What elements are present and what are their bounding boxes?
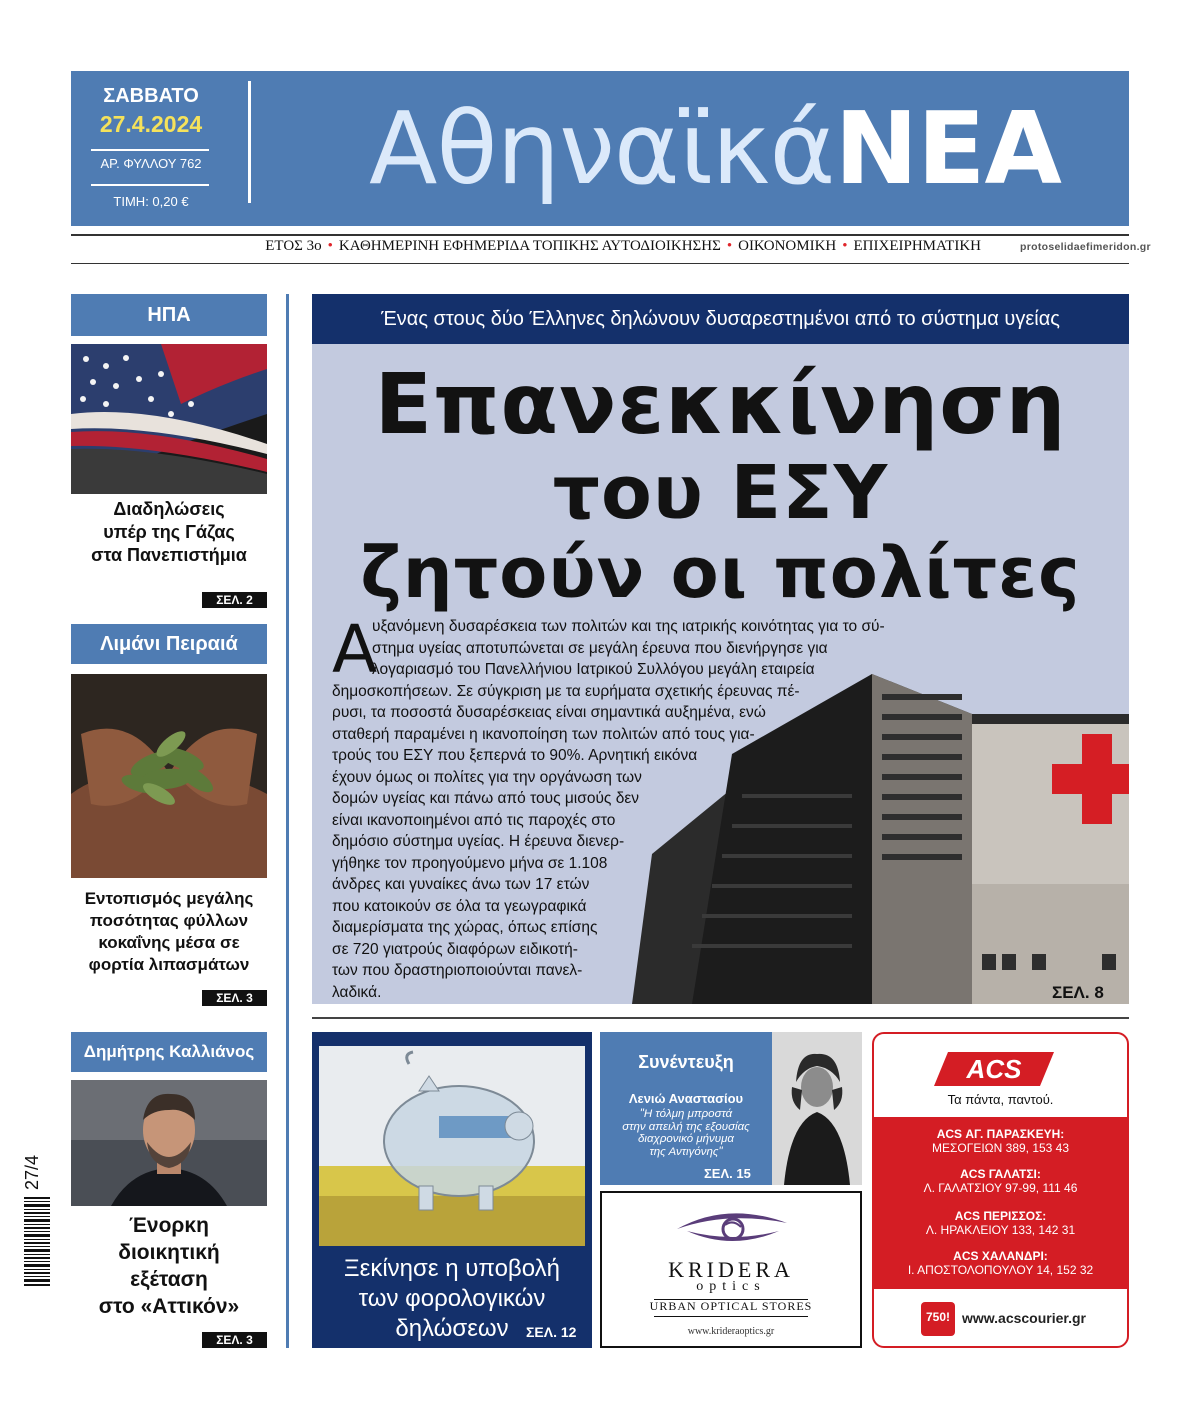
kridera-url[interactable]: www.kriderаoptics.gr bbox=[687, 1326, 775, 1337]
acs-badge: 750! bbox=[921, 1302, 955, 1336]
issue-info bbox=[71, 71, 231, 226]
headline-line: ζητούν οι πολίτες bbox=[360, 532, 1081, 614]
page-ref[interactable]: ΣΕΛ. 8 bbox=[1052, 983, 1104, 1002]
body-line: που κατοικούν σε όλα τα γεωγραφικά bbox=[332, 897, 587, 915]
divider bbox=[654, 1316, 808, 1317]
portrait-image[interactable] bbox=[71, 1080, 267, 1206]
quote-line: "Η τόλμη μπροστά bbox=[639, 1108, 733, 1120]
store-address: Ι. ΑΠΟΣΤΟΛΟΠΟΥΛΟΥ 14, 152 32 bbox=[907, 1263, 1094, 1277]
quote-line: της Αντιγόνης" bbox=[649, 1145, 723, 1158]
body-line: δομών υγείας και πάνω από τους μισούς δεν bbox=[332, 790, 639, 807]
tagline-year: ΕΤΟΣ 3ο bbox=[265, 238, 322, 254]
interview-title: Συνέντευξη bbox=[638, 1052, 734, 1072]
story-kallianos[interactable] bbox=[71, 1212, 267, 1320]
body-line: έχουν όμως οι πολίτες για την οργάνωση των bbox=[332, 768, 642, 786]
acs-url[interactable]: www.acscourier.gr bbox=[962, 1310, 1086, 1326]
acs-store-list bbox=[874, 1117, 1127, 1289]
store-name: ACS ΓΑΛΑΤΣΙ: bbox=[960, 1167, 1041, 1181]
body-line: σε 720 γιατρούς διαφόρων ειδικοτή- bbox=[332, 940, 578, 958]
store-address: ΜΕΣΟΓΕΙΩΝ 389, 153 43 bbox=[931, 1141, 1070, 1155]
body-line: στημα υγείας αποτυπώνεται σε μεγάλη έρευνα που διενήργησε για bbox=[372, 639, 828, 657]
interviewee-name: Λενιώ Αναστασίου bbox=[628, 1091, 744, 1106]
interview-quote bbox=[604, 1108, 768, 1158]
body-line: υξανόμενη δυσαρέσκεια των πολιτών και της ιατρικής κοινότητας για το σύ- bbox=[372, 618, 885, 635]
issue-date: 27.4.2024 bbox=[99, 111, 203, 137]
tagline-item: ΟΙΚΟΝΟΜΙΚΗ bbox=[738, 238, 837, 254]
kridera-name: KRIDERA bbox=[668, 1257, 794, 1282]
main-body bbox=[332, 611, 992, 1003]
tax-story[interactable] bbox=[312, 1032, 592, 1348]
piggy-bank-image bbox=[319, 1046, 585, 1246]
divider bbox=[312, 1017, 1129, 1019]
interviewee-photo bbox=[772, 1032, 862, 1185]
masthead bbox=[71, 71, 1129, 226]
acs-store bbox=[874, 1249, 1127, 1277]
acs-store bbox=[874, 1167, 1127, 1195]
tagline bbox=[71, 238, 981, 255]
divider bbox=[71, 234, 1129, 236]
body-line: τρούς του ΕΣΥ που ξεπερνά το 90%. Αρνητική εικόνα bbox=[332, 747, 698, 764]
body-line: διαμερίσματα της χώρας, όπως επίσης bbox=[332, 919, 598, 936]
headline-line: Επανεκκίνηση bbox=[374, 355, 1067, 453]
site-watermark: protoselidaefimeridon.gr bbox=[1020, 241, 1151, 253]
logo-light-part: Αθηναϊκά bbox=[369, 90, 835, 207]
section-head-kallianos: Δημήτρης Καλλιάνος bbox=[71, 1032, 267, 1072]
bullet-icon: • bbox=[726, 238, 733, 254]
kridera-stores: URBAN OPTICAL STORES bbox=[649, 1299, 813, 1313]
interview-box[interactable] bbox=[600, 1032, 862, 1185]
story-line: κοκαΐνης μέσα σε bbox=[98, 933, 240, 952]
column-divider bbox=[286, 294, 289, 1348]
page-ref[interactable]: ΣΕΛ. 12 bbox=[526, 1324, 577, 1340]
logo-bold-part: ΝΕΑ bbox=[834, 90, 1061, 207]
page-ref[interactable]: ΣΕΛ. 3 bbox=[202, 990, 267, 1006]
body-line: ρυσι, τα ποσοστά δυσαρέσκειας είναι σημαντικά αυξημένα, ενώ bbox=[332, 704, 766, 721]
issue-day: ΣΑΒΒΑΤΟ bbox=[103, 85, 199, 107]
divider bbox=[91, 149, 209, 151]
acs-store bbox=[874, 1209, 1127, 1237]
acs-logo-text: ACS bbox=[966, 1054, 1022, 1084]
body-line: λογαριασμό του Πανελλήνιου Ιατρικού Συλλόγου μεγάλη εταιρεία bbox=[372, 661, 815, 678]
issue-price: ΤΙΜΗ: 0,20 € bbox=[113, 194, 189, 209]
divider bbox=[71, 263, 1129, 264]
body-line: λαδικά. bbox=[332, 983, 382, 1001]
section-head-piraeus: Λιμάνι Πειραιά bbox=[71, 624, 267, 664]
story-line: Ένορκη bbox=[129, 1214, 209, 1237]
barcode-icon bbox=[20, 1195, 56, 1291]
story-piraeus[interactable] bbox=[71, 888, 267, 976]
acs-logo-icon bbox=[934, 1050, 1054, 1088]
page-ref[interactable]: ΣΕΛ. 15 bbox=[704, 1166, 751, 1181]
store-name: ACS ΠΕΡΙΣΣΟΣ: bbox=[954, 1209, 1047, 1223]
section-head-usa: ΗΠΑ bbox=[71, 294, 267, 336]
headline-line: του ΕΣΥ bbox=[552, 450, 889, 536]
acs-ad[interactable] bbox=[872, 1032, 1129, 1348]
story-line: φορτία λιπασμάτων bbox=[88, 955, 250, 974]
story-line: Διαδηλώσεις bbox=[113, 499, 225, 519]
acs-slogan: Τα πάντα, παντού. bbox=[947, 1092, 1054, 1107]
bullet-icon: • bbox=[327, 238, 333, 254]
page-ref[interactable]: ΣΕΛ. 2 bbox=[202, 592, 267, 608]
story-line: υπέρ της Γάζας bbox=[103, 522, 235, 542]
quote-line: διαχρονικό μήνυμα bbox=[638, 1133, 734, 1145]
body-line: γήθηκε τον προηγούμενο μήνα σε 1.108 bbox=[332, 854, 608, 872]
body-line: δημόσιο σύστημα υγείας. Η έρευνα διενερ- bbox=[332, 833, 625, 850]
title-line: των φορολογικών bbox=[358, 1285, 546, 1312]
coca-leaves-image[interactable] bbox=[71, 674, 267, 878]
bullet-icon: • bbox=[842, 238, 848, 254]
story-line: εξέταση bbox=[130, 1268, 208, 1291]
dropcap: Α bbox=[332, 611, 378, 688]
kridera-sub: optics bbox=[696, 1279, 766, 1294]
main-story[interactable] bbox=[312, 294, 1129, 1004]
divider bbox=[91, 184, 209, 186]
store-address: Λ. ΗΡΑΚΛΕΙΟΥ 133, 142 31 bbox=[925, 1223, 1076, 1237]
title-line: Ξεκίνησε η υποβολή bbox=[344, 1255, 560, 1282]
kridera-ad[interactable] bbox=[600, 1191, 862, 1348]
newspaper-logo[interactable] bbox=[369, 90, 1061, 207]
story-line: στο «Αττικόν» bbox=[98, 1295, 240, 1318]
barcode-date: 27/4 bbox=[22, 1154, 42, 1190]
body-line: των που δραστηριοποιούνται πανελ- bbox=[332, 962, 583, 979]
body-line: είναι ικανοποιημένοι από τις παροχές στο bbox=[332, 811, 616, 829]
store-address: Λ. ΓΑΛΑΤΣΙΟΥ 97-99, 111 46 bbox=[923, 1181, 1078, 1195]
title-line: δηλώσεων bbox=[395, 1315, 509, 1342]
acs-store bbox=[874, 1127, 1127, 1155]
us-flag-image[interactable] bbox=[71, 344, 267, 494]
story-line: στα Πανεπιστήμια bbox=[91, 545, 247, 565]
story-usa[interactable] bbox=[71, 498, 267, 567]
page-ref[interactable]: ΣΕΛ. 3 bbox=[202, 1332, 267, 1348]
tagline-item: ΚΑΘΗΜΕΡΙΝΗ ΕΦΗΜΕΡΙΔΑ ΤΟΠΙΚΗΣ ΑΥΤΟΔΙΟΙΚΗΣΗΣ bbox=[338, 238, 721, 254]
kridera-eye-logo-icon bbox=[667, 1205, 797, 1253]
body-line: σταθερή παραμένει η ικανοποίηση των πολιτών από τους για- bbox=[332, 725, 755, 743]
store-name: ACS ΧΑΛΑΝΔΡΙ: bbox=[953, 1249, 1048, 1263]
story-line: ποσότητας φύλλων bbox=[89, 911, 249, 930]
story-line: Εντοπισμός μεγάλης bbox=[84, 889, 254, 908]
body-line: άνδρες και γυναίκες άνω των 17 ετών bbox=[332, 876, 590, 893]
store-name: ACS ΑΓ. ΠΑΡΑΣΚΕΥΗ: bbox=[936, 1127, 1065, 1141]
quote-line: στην απειλή της εξουσίας bbox=[622, 1120, 750, 1133]
tagline-item: ΕΠΙΧΕΙΡΗΜΑΤΙΚΗ bbox=[853, 238, 981, 254]
story-line: διοικητική bbox=[118, 1241, 220, 1264]
body-line: δημοσκοπήσεων. Σε σύγκριση με τα ευρήματα σχετικής έρευνας πέ- bbox=[332, 682, 800, 700]
masthead-separator bbox=[248, 81, 251, 203]
main-kicker: Ένας στους δύο Έλληνες δηλώνουν δυσαρεστημένοι από το σύστημα υγείας bbox=[312, 294, 1129, 344]
issue-number: ΑΡ. ΦΥΛΛΟΥ 762 bbox=[100, 156, 202, 171]
